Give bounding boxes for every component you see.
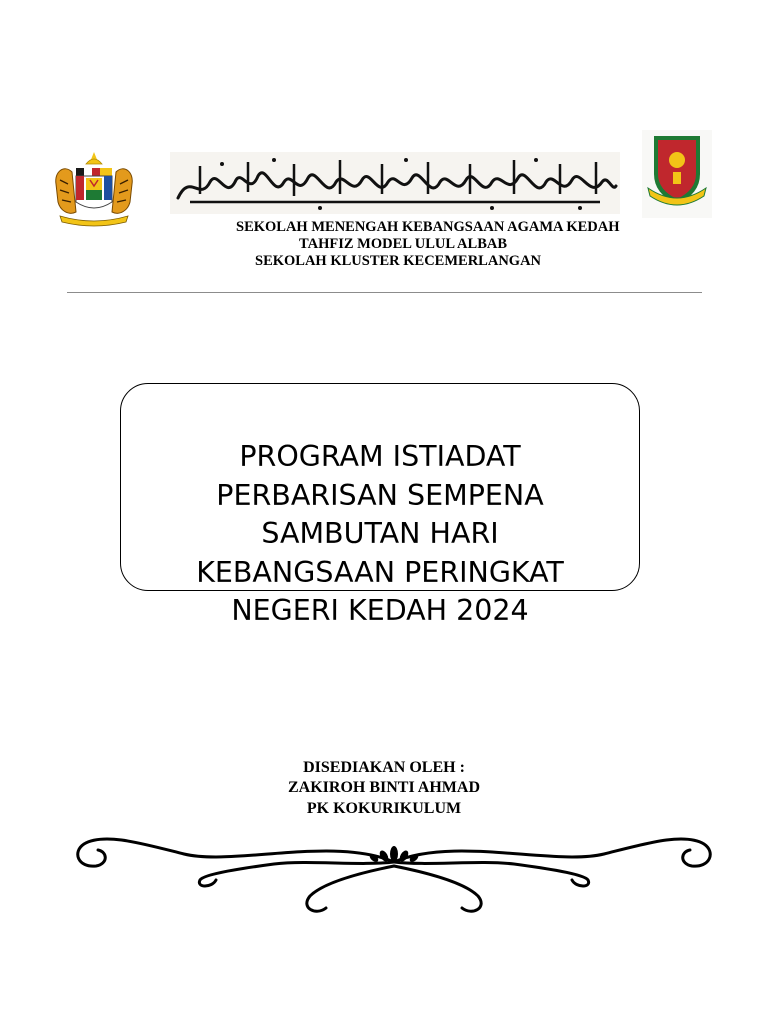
title-line-2: PERBARISAN SEMPENA (216, 478, 544, 512)
title-line-1: PROGRAM ISTIADAT (239, 440, 521, 473)
title-line-5: NEGERI KEDAH 2024 (231, 594, 529, 627)
title-line-3: SAMBUTAN HARI (261, 517, 499, 550)
school-crest-icon (642, 130, 712, 218)
prepared-by-position: PK KOKURIKULUM (306, 800, 462, 817)
prepared-by-label: DISEDIAKAN OLEH : (303, 759, 465, 776)
jawi-calligraphy-banner (170, 152, 620, 214)
flourish-ornament (74, 826, 714, 918)
title-line-4: KEBANGSAAN PERINGKAT (196, 555, 564, 589)
school-program: TAHFIZ MODEL ULUL ALBAB (299, 236, 508, 252)
malaysia-coat-of-arms-icon (50, 150, 138, 230)
school-cluster: SEKOLAH KLUSTER KECEMERLANGAN (255, 253, 542, 269)
header-divider (67, 292, 702, 293)
prepared-by-name: ZAKIROH BINTI AHMAD (287, 779, 481, 796)
school-name: SEKOLAH MENENGAH KEBANGSAAN AGAMA KEDAH (236, 219, 620, 235)
document-title (180, 438, 580, 631)
